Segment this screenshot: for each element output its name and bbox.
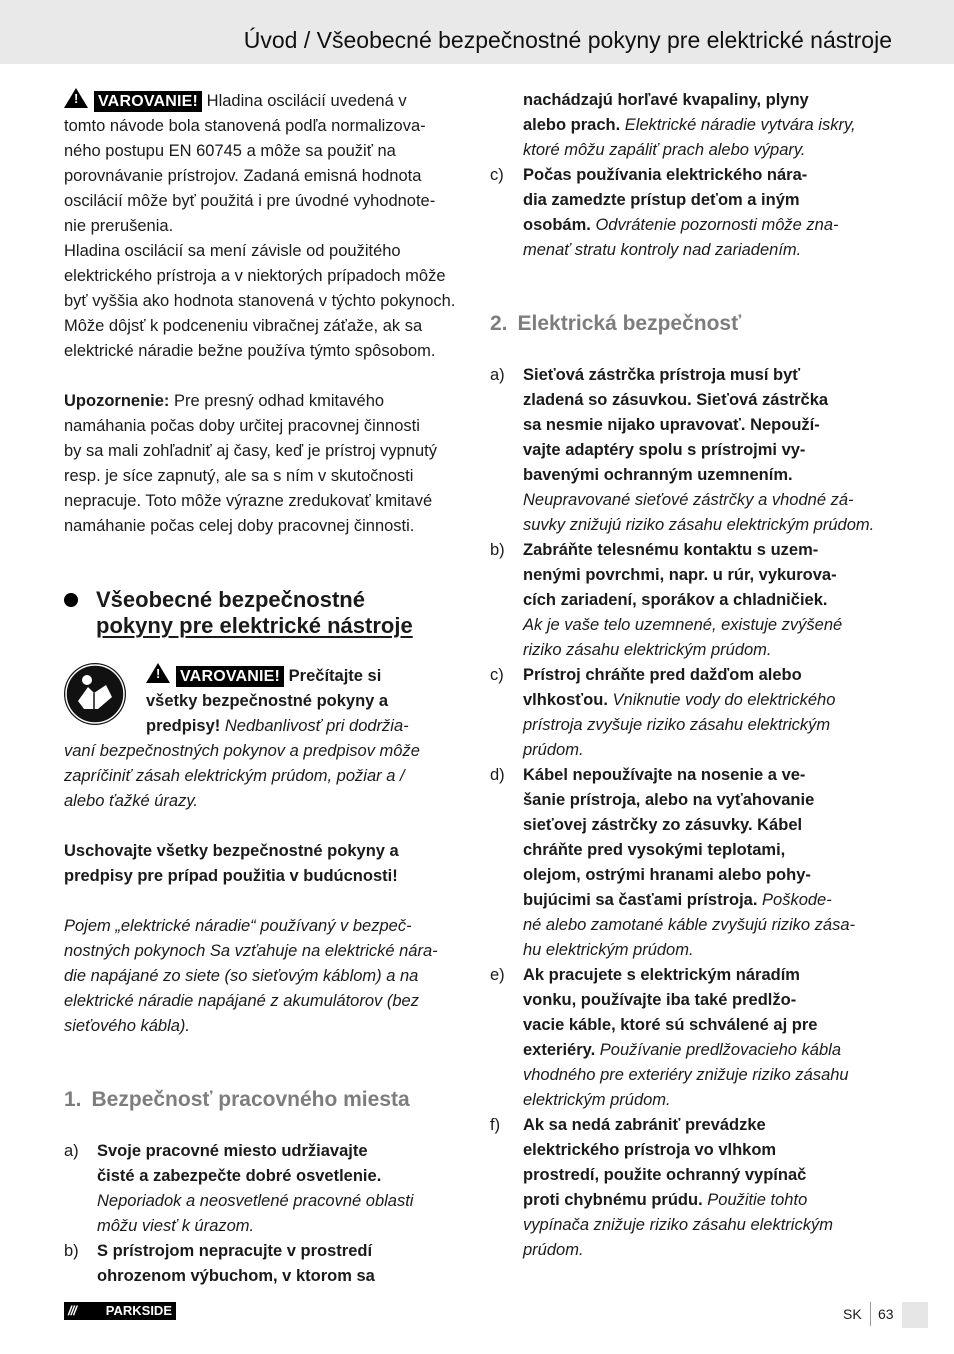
left-column: ! VAROVANIE! Hladina oscilácií uvedená v tomto návode bola stanovená podľa normalizova- ného postupu EN 60745 a môže sa použiť na porovnávanie prístrojov. Zadaná emisná hodnota oscilácií môže byť použitá i pre úvodné vyhodnote- nie prerušenia. Hladina oscilácií sa mení závisle od použitého elektrického prístroja a v niektorých prípadoch môže byť vyššia ako hodnota stanovená v týchto pokynoch. Môže dôjsť k podceneniu vibračnej záťaže, ak sa elektrické náradie bežne používa týmto spôsobom. Upozornenie: Pre presný odhad kmitavého namáhania počas doby určitej pracovnej činnosti by sa mali zohľadniť aj časy, keď je prístroj vypnutý resp. je síce zapnutý, ale sa s ním v skutočnosti nepracuje. Toto môže výrazne zredukovať kmitavé namáhanie počas celej doby pracovnej činnosti. Všeobecné bezpečnostné pokyny pre elektrické nástroje ! VAROVANIE! Prečítajte si všetky bezpečnostné pokyny a predpisy! Nedbanlivosť pri dodržia- vaní bezpečnostných pokynov a predpisov môže zapríčiniť zásah elektrickým prúdom, požiar a / alebo ťažké úrazy. Uschovajte všetky bezpečnostné pokyny a predpisy pre prípad použitia v budúcnosti! Pojem „elektrické náradie“ používaný v bezpeč- nostných pokynoch Sa vzťahuje na elektrické nára- die napájané zo siete (so sieťovým káblom) a na elektrické náradie napájané z akumulátorov (bez sieťového kábla). 1. Bezpečnosť pracovného miesta a) Svoje pracovné miesto udržiavajte čisté a zabezpečte dobré osvetlenie. Neporiadok a neosvetlené pracovné oblasti môžu viesť k úrazom. b) S prístrojom nepracujte v prostredí ohrozenom výbuchom, v ktorom sa xyxy=(64,88,464,1289)
list-item: f) Ak sa nedá zabrániť prevádzke elektrického prístroja vo vlhkom prostredí, použite ochranný vypínač proti chybnému prúdu. Použitie tohto vypínača znižuje riziko zásahu elektrickým prúdom. xyxy=(490,1116,833,1259)
list-item: d) Kábel nepoužívajte na nosenie a ve- šanie prístroja, alebo na vyťahovanie sieťovej zástrčky zo zásuvky. Kábel chráňte pred vysokými teplotami, olejom, ostrými hranami alebo pohy- bujúcimi sa časťami prístroja. Poškode- né alebo zamotané káble zvyšujú riziko zása- hu elektrickým prúdom. xyxy=(490,766,856,959)
list-item: a) Svoje pracovné miesto udržiavajte čisté a zabezpečte dobré osvetlenie. Neporiadok a neosvetlené pracovné oblasti môžu viesť k úrazom. xyxy=(64,1142,414,1235)
warning-triangle-icon: ! xyxy=(64,88,88,108)
list-item: b) Zabráňte telesnému kontaktu s uzem- nenými povrchmi, napr. u rúr, vykurova- cích zariadení, sporákov a chladničiek. Ak je vaše telo uzemnené, existuje zvýšené riziko zásahu elektrickým prúdom. xyxy=(490,541,843,659)
term-note: Pojem „elektrické náradie“ používaný v bezpeč- xyxy=(64,917,412,935)
bullet-icon xyxy=(64,593,78,607)
keep-instructions: Uschovajte všetky bezpečnostné pokyny a xyxy=(64,842,399,860)
page-number: 63 xyxy=(878,1306,894,1322)
footer-box xyxy=(902,1302,928,1328)
list-item: c) Prístroj chráňte pred dažďom alebo vlhkosťou. Vniknutie vody do elektrického prístroja zvyšuje riziko zásahu elektrickým prúdom. xyxy=(490,666,836,759)
warning-paragraph: ! VAROVANIE! Hladina oscilácií uvedená v xyxy=(64,88,464,114)
page-title: Úvod / Všeobecné bezpečnostné pokyny pre elektrické nástroje xyxy=(243,27,892,53)
right-column xyxy=(490,88,890,1263)
section-heading-1: 1. Bezpečnosť pracovného miesta xyxy=(64,1088,410,1111)
parkside-logo: /// PARKSIDE xyxy=(64,1302,176,1320)
section-heading-2: 2. Elektrická bezpečnosť xyxy=(490,312,742,335)
list-item: b) S prístrojom nepracujte v prostredí ohrozenom výbuchom, v ktorom sa xyxy=(64,1242,375,1285)
list-item: e) Ak pracujete s elektrickým náradím vonku, používajte iba také predlžo- vacie káble, ktoré sú schválené aj pre exteriéry. Používanie predlžovacieho kábla vhodného pre exteriéry znižuje riziko zásahu elektrickým prúdom. xyxy=(490,966,849,1109)
warning-label: VAROVANIE! xyxy=(94,91,202,112)
read-instructions-block: ! VAROVANIE! Prečítajte si všetky bezpečnostné pokyny a predpisy! Nedbanlivosť pri dodržia- vaní bezpečnostných pokynov a predpisov môže zapríčiniť zásah elektrickým prúdom, požiar a / alebo ťažké úrazy. xyxy=(64,663,464,814)
list-item-continued: nachádzajú horľavé kvapaliny, plyny alebo prach. Elektrické náradie vytvára iskry, ktoré môžu zapáliť prach alebo výpary. xyxy=(523,91,856,159)
warning-label: VAROVANIE! xyxy=(176,666,284,687)
general-safety-heading: Všeobecné bezpečnostné pokyny pre elektrické nástroje xyxy=(64,587,464,639)
note-paragraph: Upozornenie: Pre presný odhad kmitavého xyxy=(64,392,385,410)
footer-divider xyxy=(870,1302,871,1326)
list-item: a) Sieťová zástrčka prístroja musí byť zladená so zásuvkou. Sieťová zástrčka sa nesmie nijako upravovať. Nepouží- vajte adaptéry spolu s prístrojmi vy- bavenými ochranným uzemnením. Neupravované sieťové zástrčky a vhodné zá- suvky znižujú riziko zásahu elektrickým prúdom. xyxy=(490,366,875,534)
warning-triangle-icon: ! xyxy=(146,663,170,683)
read-manual-icon xyxy=(64,663,126,725)
language-code: SK xyxy=(843,1306,862,1322)
list-item: c) Počas používania elektrického nára- dia zamedzte prístup deťom a iným osobám. Odvrátenie pozornosti môže zna- menať stratu kontroly nad zariadením. xyxy=(490,166,839,259)
